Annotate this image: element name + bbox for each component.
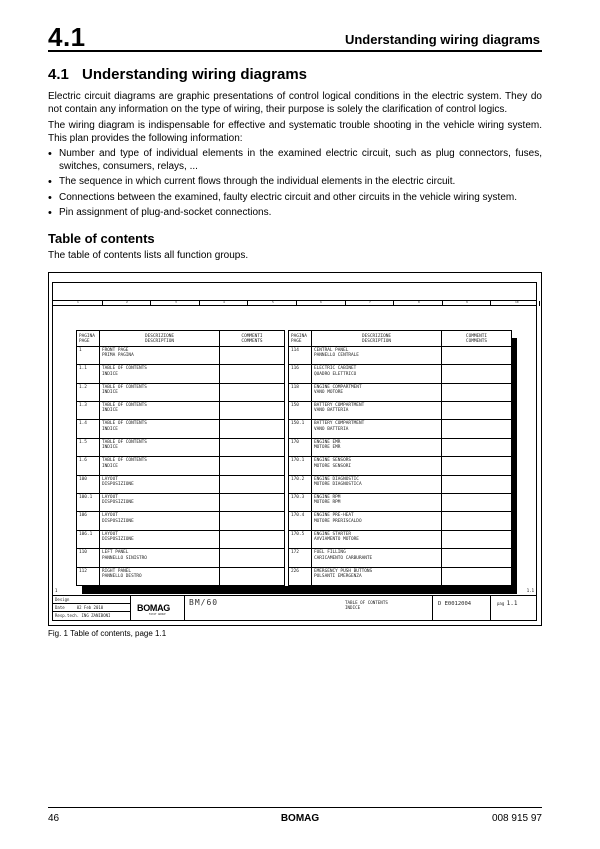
description-cell [100,383,220,401]
header-title: Understanding wiring diagrams [344,32,540,47]
comments-cell [220,475,285,493]
ruler-tick [199,301,200,306]
description-cell [100,567,220,586]
tb-meta [53,596,131,620]
desc-it: DISPOSIZIONE [102,518,134,524]
comments-cell [442,346,512,364]
figure-caption: Fig. 1 Table of contents, page 1.1 [48,629,167,638]
desc-en: EMERGENCY PUSH BUTTONS [314,568,373,574]
desc-it: MOTORE SENSORI [314,463,352,469]
desc-it: PANNELLO SINISTRO [102,555,147,561]
desc-it: INDICE [102,371,118,377]
toc-table-wrapper [76,330,511,586]
desc-en: ENGINE COMPARTMENT [314,384,362,390]
ruler-number: 9 [466,300,468,304]
ruler-tick [102,301,103,306]
page-cell: 1 [77,346,100,364]
desc-en: LAYOUT [102,476,118,482]
description-cell [100,457,220,475]
desc-en: LEFT PANEL [102,550,129,556]
desc-en: TABLE OF CONTENTS [102,458,147,464]
footer-rule [48,807,542,808]
desc-it: INDICE [102,463,118,469]
desc-it: DISPOSIZIONE [102,537,134,543]
drawing-ruler [53,300,536,306]
ruler-tick [490,301,491,306]
comments-cell [442,457,512,475]
desc-it: PRIMA PAGINA [102,353,134,359]
desc-it: VANO BATTERIA [314,426,349,432]
col-page-2: PAGINA PAGE [289,331,312,347]
description-cell [312,567,442,586]
desc-en: LAYOUT [102,494,118,500]
toc-description: The table of contents lists all function groups. [48,250,249,261]
description-cell [100,493,220,511]
desc-en: BATTERY COMPARTMENT [314,421,365,427]
tb-resp: Resp.tech. ING ZANIBONI [55,613,111,618]
corner-marker-right: 1.1 [526,588,534,593]
desc-en: ELECTRIC CABINET [314,366,357,372]
desc-it: INDICE [102,390,118,395]
page-cell: 118 [289,383,312,401]
desc-it: PANNELLO CENTRALE [314,353,359,359]
description-cell [312,438,442,456]
table-row [77,493,512,511]
ruler-number: 4 [223,300,225,304]
list-item: • The sequence in which current flows through the individual elements in the electric circuit. [48,176,542,189]
comments-cell [442,475,512,493]
desc-it: VANO BATTERIA [314,408,349,414]
comments-cell [220,457,285,475]
description-cell [312,493,442,511]
info-list [48,148,542,223]
list-item: • Number and type of individual elements in the examined electric circuit, such as plug connectors, fuses, switches, consumers, relays, ... [48,148,542,173]
comments-cell [442,549,512,567]
description-cell [100,549,220,567]
page-cell: 170.4 [289,512,312,530]
page-cell: 106 [77,512,100,530]
page-cell: 170.3 [289,493,312,511]
table-row [77,383,512,401]
section-number: 4.1 [48,66,69,83]
desc-en: TABLE OF CONTENTS [102,439,147,445]
header-rule [48,50,542,52]
ruler-tick [345,301,346,306]
table-row [77,365,512,383]
page-cell: 1.6 [77,457,100,475]
col-page: PAGINA PAGE [77,331,100,347]
desc-en: TABLE OF CONTENTS [102,421,147,427]
description-cell [100,475,220,493]
ruler-tick [296,301,297,306]
desc-it: MOTORE DIAGNOSTICA [314,481,362,487]
ruler-number: 7 [369,300,371,304]
desc-en: RIGHT PANEL [102,568,132,574]
page-cell: 116 [289,365,312,383]
desc-it: DISPOSIZIONE [102,500,134,506]
desc-en: TABLE OF CONTENTS [102,402,147,408]
description-cell [100,438,220,456]
toc-heading: Table of contents [48,231,155,246]
tb-model: BM/60 [189,598,219,607]
col-description: DESCRIZIONE DESCRIPTION [100,331,220,347]
desc-en: LAYOUT [102,513,118,519]
comments-cell [442,512,512,530]
description-cell [312,383,442,401]
tb-design: Design [53,596,130,604]
footer-doc-number: 008 915 97 [491,813,542,824]
info-paragraph: The wiring diagram is indispensable for effective and systematic trouble shooting in the vehicle wiring system. This plan provides the following information: [48,120,542,144]
desc-en: TABLE OF CONTENTS [102,384,147,390]
table-row [77,346,512,364]
table-row [77,475,512,493]
desc-it: VANO MOTORE [314,390,344,395]
toc-table [76,330,512,586]
comments-cell [220,549,285,567]
description-cell [312,530,442,548]
table-row [77,567,512,586]
page-cell: 172 [289,549,312,567]
ruler-tick [150,301,151,306]
page-cell: 150 [289,401,312,419]
page-cell: 170 [289,438,312,456]
desc-en: ENGINE PRE-HEAT [314,513,354,519]
desc-en: ENGINE SENSORS [314,458,352,464]
comments-cell [220,365,285,383]
description-cell [312,549,442,567]
comments-cell [442,493,512,511]
ruler-tick [442,301,443,306]
comments-cell [220,438,285,456]
footer-page-number: 46 [48,813,60,824]
section-title [48,66,307,83]
desc-it: DISPOSIZIONE [102,481,134,487]
desc-en: FUEL FILLING [314,550,346,556]
comments-cell [220,493,285,511]
table-header-row [77,331,512,347]
description-cell [312,475,442,493]
table-row [77,438,512,456]
tb-date: Date 02 Feb 2010 [53,604,130,612]
description-cell [100,401,220,419]
page-cell: 170.5 [289,530,312,548]
desc-it: QUADRO ELETTRICO [314,371,357,377]
desc-it: INDICE [102,408,118,414]
page-cell: 170.2 [289,475,312,493]
desc-en: ENGINE DIAGNOSTIC [314,476,359,482]
ruler-number: 1 [77,300,79,304]
comments-cell [442,383,512,401]
page-cell: 1.4 [77,420,100,438]
page-cell: 1.1 [77,365,100,383]
figure-toc-drawing [48,272,542,626]
col-comments: COMMENTI COMMENTS [220,331,285,347]
comments-cell [220,420,285,438]
page-cell: 100.1 [77,493,100,511]
page-cell: 170.1 [289,457,312,475]
header-section-number: 4.1 [48,22,86,52]
desc-en: TABLE OF CONTENTS [102,366,147,372]
page-cell: 1.2 [77,383,100,401]
table-row [77,530,512,548]
tb-sheet: pag 1.1 [497,600,518,607]
list-item: • Connections between the examined, faulty electric circuit and other circuits in the vehicle wiring system. [48,192,542,205]
description-cell [312,512,442,530]
comments-cell [220,383,285,401]
desc-en: ENGINE STARTER [314,531,352,537]
page-cell: 106.1 [77,530,100,548]
list-item: • Pin assignment of plug-and-socket connections. [48,207,542,220]
desc-it: MOTORE PRERISCALDO [314,518,362,524]
comments-cell [220,512,285,530]
desc-en: ENGINE EMR [314,439,341,445]
corner-marker-left: 1 [55,588,58,593]
comments-cell [220,530,285,548]
desc-it: AVVIAMENTO MOTORE [314,537,359,543]
desc-it: PANNELLO DESTRO [102,573,142,579]
desc-it: INDICE [102,445,118,451]
page-cell: 110 [77,549,100,567]
drawing-title-block [53,595,536,620]
comments-cell [442,438,512,456]
description-cell [312,457,442,475]
description-cell [312,401,442,419]
desc-it: INDICE [102,426,118,432]
desc-en: FRONT PAGE [102,347,129,353]
page-cell: 1.5 [77,438,100,456]
page-cell: 226 [289,567,312,586]
ruler-tick [247,301,248,306]
description-cell [312,420,442,438]
comments-cell [442,401,512,419]
description-cell [100,530,220,548]
comments-cell [442,567,512,586]
description-cell [100,420,220,438]
table-row [77,549,512,567]
description-cell [100,346,220,364]
page-cell: 150.1 [289,420,312,438]
description-cell [312,346,442,364]
tb-code-cell [433,596,491,620]
comments-cell [442,530,512,548]
logo-tagline: FAYAT GROUP [149,613,166,616]
description-cell [100,512,220,530]
page-cell: 100 [77,475,100,493]
col-description-2: DESCRIZIONE DESCRIPTION [312,331,442,347]
drawing-frame [52,282,537,621]
ruler-number: 3 [175,300,177,304]
section-heading: Understanding wiring diagrams [82,66,308,83]
desc-it: MOTORE EMR [314,445,341,451]
ruler-number: 8 [418,300,420,304]
ruler-number: 6 [320,300,322,304]
page-cell: 114 [289,346,312,364]
table-row [77,512,512,530]
desc-it: PULSANTI EMERGENZA [314,573,362,579]
description-cell [312,365,442,383]
page-cell: 112 [77,567,100,586]
col-comments-2: COMMENTI COMMENTS [442,331,512,347]
footer-brand: BOMAG [280,813,320,824]
comments-cell [220,401,285,419]
table-row [77,401,512,419]
desc-en: BATTERY COMPARTMENT [314,402,365,408]
intro-paragraph: Electric circuit diagrams are graphic presentations of control logical conditions in the electric system. They do not contain any information on the type of wiring, their purpose is solely the clarification of control logics. [48,91,542,115]
ruler-number: 5 [272,300,274,304]
desc-en: ENGINE RPM [314,494,341,500]
ruler-tick [393,301,394,306]
comments-cell [442,365,512,383]
tb-drawing-code: D E0012004 [438,601,472,607]
bomag-logo: BOMAG [137,603,170,613]
table-row [77,420,512,438]
ruler-number: 2 [126,300,128,304]
ruler-number: 10 [515,300,519,304]
tb-description: TABLE OF CONTENTS INDICE [345,600,388,611]
desc-en: CENTRAL PANEL [314,347,349,353]
description-cell [100,365,220,383]
comments-cell [442,420,512,438]
ruler-tick [539,301,540,306]
table-row [77,457,512,475]
desc-it: MOTORE RPM [314,500,341,506]
comments-cell [220,567,285,586]
desc-en: LAYOUT [102,531,118,537]
comments-cell [220,346,285,364]
page-cell: 1.3 [77,401,100,419]
desc-it: CARICAMENTO CARBURANTE [314,555,373,561]
